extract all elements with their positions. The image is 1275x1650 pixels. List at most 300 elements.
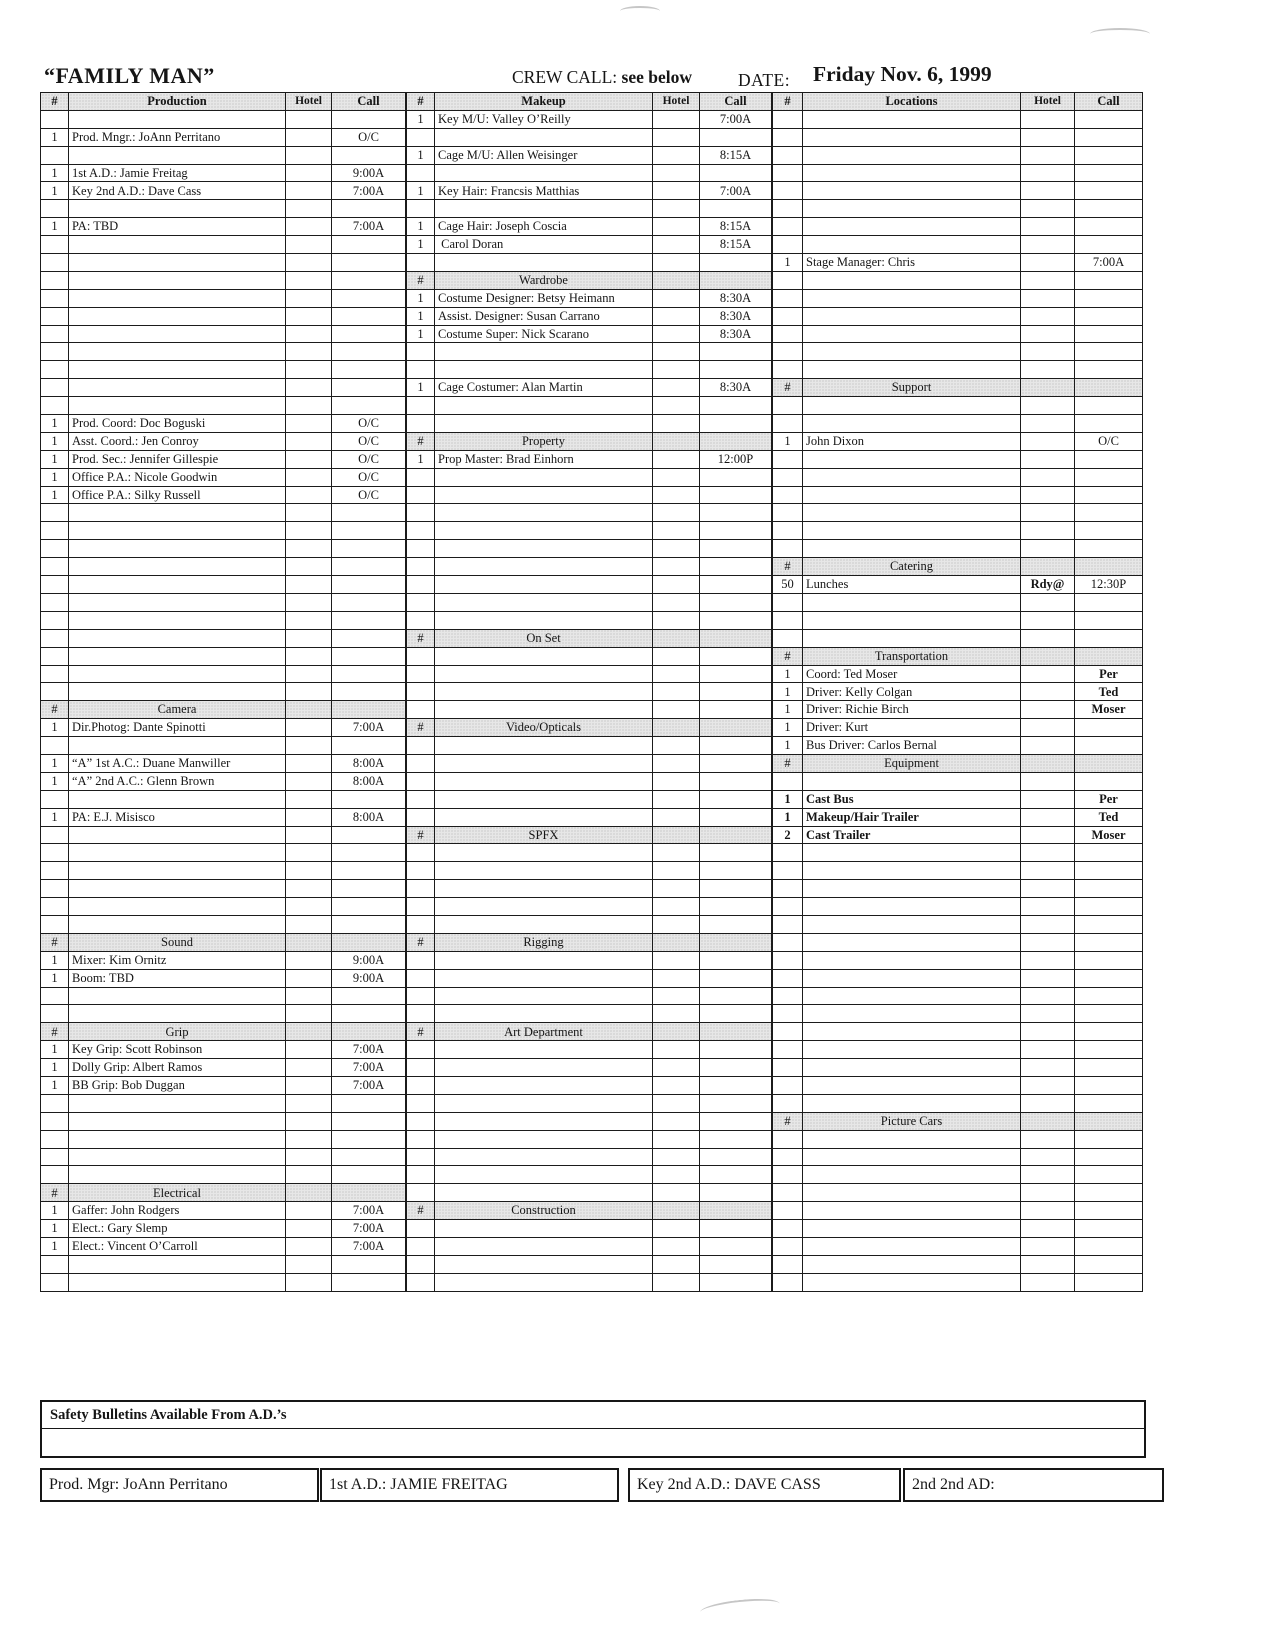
call-cell (700, 1238, 772, 1256)
num-cell (773, 772, 803, 790)
num-cell (41, 880, 69, 898)
hotel-cell (653, 719, 700, 737)
num-cell (41, 576, 69, 594)
num-cell: 1 (41, 182, 69, 200)
name-cell (435, 683, 653, 701)
safety-bulletin-box (40, 1400, 1146, 1458)
name-cell: Construction (435, 1202, 653, 1220)
num-cell (407, 1005, 435, 1023)
call-cell (1075, 898, 1143, 916)
num-cell (773, 1220, 803, 1238)
hotel-cell (1021, 540, 1075, 558)
name-cell (435, 969, 653, 987)
num-cell (41, 397, 69, 415)
hotel-cell (286, 182, 332, 200)
empty-row (773, 862, 1143, 880)
hotel-cell (1021, 790, 1075, 808)
name-cell (435, 164, 653, 182)
num-cell: 1 (41, 951, 69, 969)
section-row-spfx (407, 826, 772, 844)
hotel-cell (653, 1023, 700, 1041)
call-cell: O/C (1075, 432, 1143, 450)
num-cell (407, 254, 435, 272)
name-cell (435, 254, 653, 272)
empty-row (773, 1202, 1143, 1220)
call-cell (700, 558, 772, 576)
num-cell (41, 254, 69, 272)
hotel-cell (653, 450, 700, 468)
empty-row (41, 790, 406, 808)
call-cell (700, 432, 772, 450)
num-cell: # (407, 719, 435, 737)
empty-row (41, 361, 406, 379)
hotel-cell (286, 862, 332, 880)
hotel-cell (1021, 343, 1075, 361)
hotel-cell (653, 540, 700, 558)
hotel-cell (653, 772, 700, 790)
name-cell: PA: TBD (69, 218, 286, 236)
hotel-cell (1021, 1166, 1075, 1184)
name-cell (803, 522, 1021, 540)
hotel-cell (286, 379, 332, 397)
num-cell (407, 558, 435, 576)
empty-row (41, 1112, 406, 1130)
name-cell (69, 844, 286, 862)
call-cell (700, 790, 772, 808)
name-cell (69, 629, 286, 647)
hotel-cell (286, 325, 332, 343)
empty-row (407, 915, 772, 933)
call-cell (700, 1130, 772, 1148)
empty-row (407, 254, 772, 272)
name-cell (435, 558, 653, 576)
hotel-cell (653, 1059, 700, 1077)
call-cell: 8:00A (332, 772, 406, 790)
hotel-cell (286, 1112, 332, 1130)
hotel-cell (653, 915, 700, 933)
hotel-cell (286, 1041, 332, 1059)
call-cell (332, 1255, 406, 1273)
num-cell (407, 683, 435, 701)
hotel-cell (1021, 647, 1075, 665)
call-cell (1075, 200, 1143, 218)
hotel-cell (653, 1112, 700, 1130)
name-cell (435, 1130, 653, 1148)
call-cell (700, 808, 772, 826)
hotel-cell (653, 1130, 700, 1148)
crew-call-line (512, 67, 692, 88)
hotel-cell (653, 182, 700, 200)
empty-row (41, 379, 406, 397)
num-cell (773, 898, 803, 916)
name-cell (803, 182, 1021, 200)
empty-row (773, 1148, 1143, 1166)
num-cell: 1 (41, 468, 69, 486)
hotel-cell (1021, 754, 1075, 772)
hotel-cell (1021, 1112, 1075, 1130)
hotel-cell (653, 593, 700, 611)
table-row (773, 701, 1143, 719)
name-cell (803, 593, 1021, 611)
call-header: Call (332, 93, 406, 111)
name-cell (803, 415, 1021, 433)
call-cell (332, 200, 406, 218)
hotel-cell (653, 379, 700, 397)
name-cell (803, 772, 1021, 790)
name-cell (69, 307, 286, 325)
num-cell (41, 987, 69, 1005)
name-cell (435, 415, 653, 433)
empty-row (773, 898, 1143, 916)
call-cell (332, 236, 406, 254)
num-cell (407, 1041, 435, 1059)
hotel-cell (1021, 325, 1075, 343)
section-row-rigging (407, 933, 772, 951)
hotel-cell (653, 146, 700, 164)
num-cell (41, 307, 69, 325)
name-cell: BB Grip: Bob Duggan (69, 1076, 286, 1094)
call-cell (1075, 844, 1143, 862)
name-cell: Sound (69, 933, 286, 951)
name-cell: Driver: Kurt (803, 719, 1021, 737)
num-cell (407, 1112, 435, 1130)
empty-row (407, 200, 772, 218)
name-cell (69, 504, 286, 522)
call-cell (700, 1273, 772, 1291)
num-cell (773, 468, 803, 486)
empty-row (773, 1005, 1143, 1023)
num-cell: # (773, 647, 803, 665)
hotel-cell (286, 683, 332, 701)
num-cell (41, 898, 69, 916)
table-row (773, 826, 1143, 844)
call-cell (1075, 629, 1143, 647)
hotel-cell (1021, 450, 1075, 468)
hotel-cell (286, 164, 332, 182)
empty-row (41, 397, 406, 415)
call-cell: 8:15A (700, 218, 772, 236)
hotel-cell (1021, 1255, 1075, 1273)
name-cell (435, 987, 653, 1005)
call-cell (1075, 379, 1143, 397)
empty-row (41, 540, 406, 558)
empty-row (41, 862, 406, 880)
hotel-cell (286, 1076, 332, 1094)
name-cell: Assist. Designer: Susan Carrano (435, 307, 653, 325)
call-cell (332, 933, 406, 951)
name-cell: Key Hair: Francsis Matthias (435, 182, 653, 200)
num-cell (773, 450, 803, 468)
num-header: # (773, 93, 803, 111)
hotel-header: Hotel (1021, 93, 1075, 111)
call-cell (1075, 343, 1143, 361)
name-cell (435, 540, 653, 558)
num-cell (407, 1238, 435, 1256)
name-cell (69, 880, 286, 898)
hotel-cell (286, 772, 332, 790)
empty-row (41, 146, 406, 164)
num-cell: 1 (41, 415, 69, 433)
name-cell (803, 343, 1021, 361)
call-cell (700, 1148, 772, 1166)
hotel-cell (1021, 146, 1075, 164)
call-cell: O/C (332, 128, 406, 146)
scan-artifact (620, 6, 660, 16)
call-cell (700, 128, 772, 146)
call-cell (1075, 772, 1143, 790)
empty-row (773, 289, 1143, 307)
hotel-cell (653, 1255, 700, 1273)
empty-row (773, 450, 1143, 468)
call-cell (1075, 1005, 1143, 1023)
call-cell (1075, 1041, 1143, 1059)
call-cell (1075, 1148, 1143, 1166)
hotel-cell (286, 1059, 332, 1077)
name-cell: Gaffer: John Rodgers (69, 1202, 286, 1220)
table-row (773, 808, 1143, 826)
group-name-header: Locations (803, 93, 1021, 111)
table-row (773, 719, 1143, 737)
call-cell (700, 415, 772, 433)
num-cell: # (407, 826, 435, 844)
empty-row (773, 397, 1143, 415)
num-cell (407, 522, 435, 540)
num-cell: 1 (41, 432, 69, 450)
name-cell: “A” 2nd A.C.: Glenn Brown (69, 772, 286, 790)
hotel-cell (286, 826, 332, 844)
hotel-cell (1021, 629, 1075, 647)
num-cell: 1 (773, 808, 803, 826)
name-cell: Driver: Richie Birch (803, 701, 1021, 719)
hotel-cell (286, 397, 332, 415)
hotel-cell (286, 1255, 332, 1273)
name-cell (803, 218, 1021, 236)
name-cell (435, 522, 653, 540)
name-cell: Bus Driver: Carlos Bernal (803, 737, 1021, 755)
num-cell (407, 880, 435, 898)
makeup-table (406, 92, 772, 1292)
call-cell (700, 522, 772, 540)
call-cell: Moser (1075, 701, 1143, 719)
crew-call-value: see below (621, 67, 693, 87)
hotel-cell (653, 951, 700, 969)
empty-row (407, 1148, 772, 1166)
hotel-cell (286, 647, 332, 665)
num-cell (773, 915, 803, 933)
call-cell (1075, 1130, 1143, 1148)
name-cell (803, 307, 1021, 325)
empty-row (407, 1059, 772, 1077)
empty-row (407, 540, 772, 558)
empty-row (773, 218, 1143, 236)
hotel-cell (286, 1166, 332, 1184)
call-cell (332, 1094, 406, 1112)
call-cell (700, 951, 772, 969)
name-cell (803, 880, 1021, 898)
num-cell (407, 1059, 435, 1077)
call-cell (332, 790, 406, 808)
num-cell: 1 (41, 1220, 69, 1238)
empty-row (41, 647, 406, 665)
name-cell: Coord: Ted Moser (803, 665, 1021, 683)
call-cell (1075, 1202, 1143, 1220)
call-cell: 7:00A (332, 1076, 406, 1094)
empty-row (773, 486, 1143, 504)
hotel-cell (653, 737, 700, 755)
hotel-cell (1021, 307, 1075, 325)
section-row-picture-cars (773, 1112, 1143, 1130)
call-cell (1075, 450, 1143, 468)
num-cell (41, 593, 69, 611)
empty-row (41, 271, 406, 289)
name-cell (435, 701, 653, 719)
call-cell (332, 504, 406, 522)
hotel-cell (653, 808, 700, 826)
num-cell: 1 (407, 379, 435, 397)
production-header-row (41, 93, 406, 111)
name-cell (69, 558, 286, 576)
hotel-cell (653, 1202, 700, 1220)
call-cell (700, 361, 772, 379)
table-row (41, 951, 406, 969)
empty-row (773, 540, 1143, 558)
empty-row (407, 1005, 772, 1023)
hotel-cell (286, 522, 332, 540)
call-cell: O/C (332, 486, 406, 504)
section-row-sound (41, 933, 406, 951)
call-cell (700, 1041, 772, 1059)
date-value: Friday Nov. 6, 1999 (813, 62, 992, 86)
empty-row (407, 898, 772, 916)
call-cell: 8:00A (332, 754, 406, 772)
table-row (41, 1059, 406, 1077)
table-row (41, 719, 406, 737)
safety-bulletin-text: Safety Bulletins Available From A.D.’s (42, 1402, 1144, 1429)
name-cell (435, 504, 653, 522)
hotel-cell (286, 576, 332, 594)
num-cell (773, 164, 803, 182)
table-row (41, 218, 406, 236)
num-cell: 50 (773, 576, 803, 594)
call-cell (1075, 540, 1143, 558)
section-row-transportation (773, 647, 1143, 665)
name-cell: Electrical (69, 1184, 286, 1202)
hotel-cell (653, 325, 700, 343)
call-cell (700, 254, 772, 272)
call-cell: 7:00A (332, 218, 406, 236)
empty-row (41, 683, 406, 701)
name-cell (69, 110, 286, 128)
name-cell (435, 1112, 653, 1130)
num-cell: 1 (41, 1059, 69, 1077)
name-cell (69, 289, 286, 307)
empty-row (407, 772, 772, 790)
hotel-cell (653, 629, 700, 647)
hotel-cell (653, 647, 700, 665)
call-cell: O/C (332, 415, 406, 433)
hotel-cell (1021, 1094, 1075, 1112)
num-cell (773, 540, 803, 558)
table-row (41, 1076, 406, 1094)
name-cell (803, 987, 1021, 1005)
num-cell (41, 1005, 69, 1023)
section-row-on-set (407, 629, 772, 647)
num-cell (407, 1148, 435, 1166)
name-cell (435, 772, 653, 790)
hotel-cell (1021, 110, 1075, 128)
call-cell (332, 629, 406, 647)
empty-row (41, 200, 406, 218)
name-cell (803, 110, 1021, 128)
call-cell (1075, 987, 1143, 1005)
section-row-support (773, 379, 1143, 397)
call-cell (1075, 1166, 1143, 1184)
name-cell (69, 737, 286, 755)
call-cell (1075, 486, 1143, 504)
call-cell (332, 1130, 406, 1148)
num-cell (773, 522, 803, 540)
name-cell (435, 128, 653, 146)
hotel-cell (1021, 719, 1075, 737)
hotel-cell (653, 1094, 700, 1112)
num-cell (773, 1005, 803, 1023)
num-cell (41, 611, 69, 629)
call-cell: 8:00A (332, 808, 406, 826)
hotel-cell (653, 415, 700, 433)
name-cell: Office P.A.: Silky Russell (69, 486, 286, 504)
hotel-cell (286, 593, 332, 611)
num-cell (773, 1094, 803, 1112)
num-cell (407, 361, 435, 379)
hotel-cell (1021, 379, 1075, 397)
empty-row (773, 1076, 1143, 1094)
num-cell (407, 987, 435, 1005)
hotel-cell (1021, 987, 1075, 1005)
num-cell (407, 969, 435, 987)
name-cell (69, 325, 286, 343)
call-cell (700, 719, 772, 737)
call-cell (700, 540, 772, 558)
call-cell (1075, 647, 1143, 665)
hotel-cell (653, 1041, 700, 1059)
empty-row (773, 415, 1143, 433)
hotel-cell (653, 1184, 700, 1202)
empty-row (407, 969, 772, 987)
table-row (41, 128, 406, 146)
section-row-electrical (41, 1184, 406, 1202)
hotel-cell (286, 1238, 332, 1256)
name-cell (435, 1220, 653, 1238)
call-cell (700, 576, 772, 594)
num-cell (773, 236, 803, 254)
hotel-cell (286, 629, 332, 647)
section-row-grip (41, 1023, 406, 1041)
section-row-construction (407, 1202, 772, 1220)
hotel-cell (1021, 1076, 1075, 1094)
hotel-cell (286, 808, 332, 826)
hotel-cell (286, 754, 332, 772)
name-cell (803, 933, 1021, 951)
name-cell (435, 844, 653, 862)
hotel-cell (286, 933, 332, 951)
hotel-cell (286, 790, 332, 808)
call-cell (332, 522, 406, 540)
call-cell (1075, 325, 1143, 343)
call-cell: Ted (1075, 808, 1143, 826)
hotel-cell (1021, 289, 1075, 307)
hotel-cell (1021, 200, 1075, 218)
name-cell (69, 611, 286, 629)
